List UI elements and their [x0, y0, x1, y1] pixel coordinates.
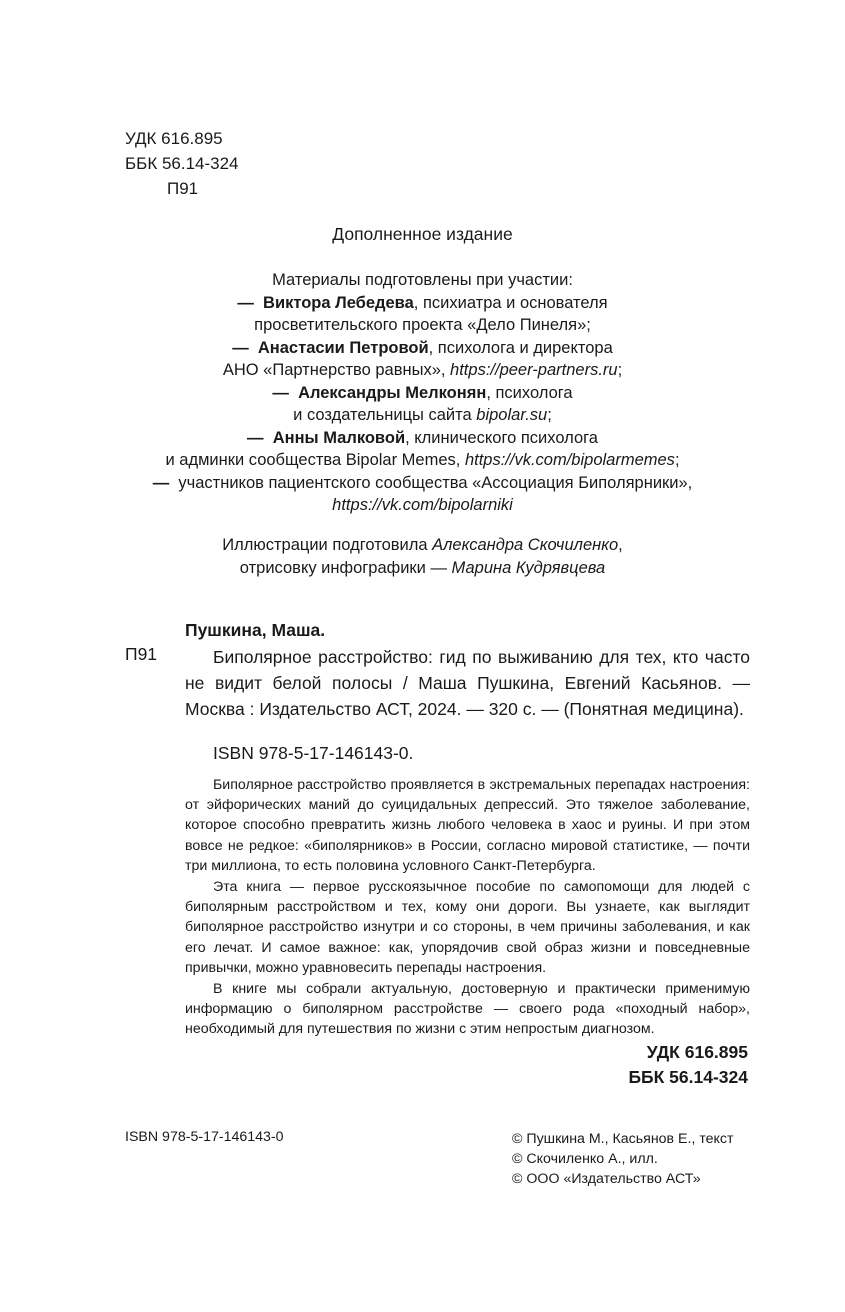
dash: — [237, 293, 254, 312]
contributor-line-2 [60, 494, 785, 517]
contributor-role: , психолога и директора [428, 338, 613, 357]
bbk-code: ББК 56.14-324 [125, 154, 239, 173]
copyright-line: © Скочиленко А., илл. [512, 1151, 658, 1167]
contributor-link[interactable]: https://peer-partners.ru [450, 361, 618, 379]
dash: — [272, 383, 289, 402]
contributor-line [60, 337, 785, 360]
footer-isbn: ISBN 978-5-17-146143-0 [125, 1129, 284, 1145]
copyright-block [512, 1129, 734, 1189]
contributor-line [60, 427, 785, 450]
contributor-line-2: и админки сообщества Bipolar Memes, https://vk.com/bipolarmemes; [165, 451, 680, 469]
annotation-paragraph: Эта книга — первое русскоязычное пособие по самопомощи для людей с биполярным расстройством и тех, кому они дороги. Вы узнаете, как выглядит биполярное расстройство изнутри и со стороны, в чем причины заболевания, и как его лечат. И самое важное: как, упорядочив свой образ жизни и повседневные привычки, можно уравновесить перепады настроения. [185, 879, 750, 976]
copyright-line: © Пушкина М., Касьянов Е., текст [512, 1131, 734, 1147]
contributor-line: — участников пациентского сообщества «Ассоциация Биполярники», [152, 473, 693, 492]
infographics-author-name: Марина Кудрявцева [451, 558, 606, 577]
udk-code-bold: УДК 616.895 [646, 1042, 748, 1062]
bib-author-mark: П91 [125, 644, 158, 664]
illustrations-credit: Иллюстрации подготовила Александра Скочиленко, отрисовку инфографики — Марина Кудрявцева [222, 536, 623, 577]
classification-codes-bold [560, 1040, 748, 1090]
contributor-link[interactable]: https://vk.com/bipolarmemes [464, 451, 675, 469]
contributor-role: , клинического психолога [405, 428, 598, 447]
annotation [185, 775, 750, 1041]
udk-code: УДК 616.895 [125, 129, 223, 148]
contributors-intro: Материалы подготовлены при участии: [272, 271, 573, 289]
annotation-paragraph: В книге мы собрали актуальную, достоверную и практически применимую информацию о биполярном расстройстве — своего рода «походный набор», необходимый для путешествия по жизни с этим непростым диагнозом. [185, 981, 750, 1038]
bbk-code-bold: ББК 56.14-324 [628, 1067, 748, 1087]
contributor-role: , психолога [486, 383, 573, 402]
bibliographic-description: Биполярное расстройство: гид по выживанию для тех, кто часто не видит белой полосы / Маша Пушкина, Евгений Касьянов. — Москва : Издательство АСТ, 2024. — 320 с. — (Понятная медицина). [185, 647, 750, 719]
copyright-line: © ООО «Издательство АСТ» [512, 1171, 701, 1187]
bib-isbn: ISBN 978-5-17-146143-0. [213, 743, 414, 763]
contributor-link[interactable]: https://vk.com/bipolarniki [332, 496, 513, 514]
classification-block [125, 126, 239, 201]
contributor-line [60, 292, 785, 315]
contributors-block [60, 269, 785, 517]
dash: — [232, 338, 249, 357]
illustrator-name: Александра Скочиленко [432, 536, 619, 554]
contributor-name: Анны Малковой [272, 428, 406, 447]
dash: — [247, 428, 264, 447]
contributor-line-2: и создательницы сайта bipolar.su; [293, 406, 552, 424]
contributor-line-2: просветительского проекта «Дело Пинеля»; [254, 316, 591, 334]
contributor-name: Александры Мелконян [298, 383, 487, 402]
dash: — [152, 473, 170, 492]
contributor-line [60, 382, 785, 405]
contributor-name: Виктора Лебедева [263, 293, 414, 312]
author-mark: П91 [167, 179, 199, 198]
contributor-link[interactable]: bipolar.su [476, 406, 548, 424]
contributor-name: Анастасии Петровой [257, 338, 429, 357]
book-author: Пушкина, Маша. [185, 620, 326, 640]
edition-label: Дополненное издание [332, 224, 513, 244]
contributor-role: , психиатра и основателя [413, 293, 608, 312]
annotation-paragraph: Биполярное расстройство проявляется в экстремальных перепадах настроения: от эйфорических маний до суицидальных депрессий. Это тяжелое заболевание, которое способно превратить жизнь любого человека в хаос и руины. И при этом вовсе не редкое: «биполярников» в России, согласно мировой статистике, — почти три миллиона, то есть половина условного Санкт-Петербурга. [185, 777, 750, 874]
contributor-line-2: АНО «Партнерство равных», https://peer-partners.ru; [222, 361, 623, 379]
